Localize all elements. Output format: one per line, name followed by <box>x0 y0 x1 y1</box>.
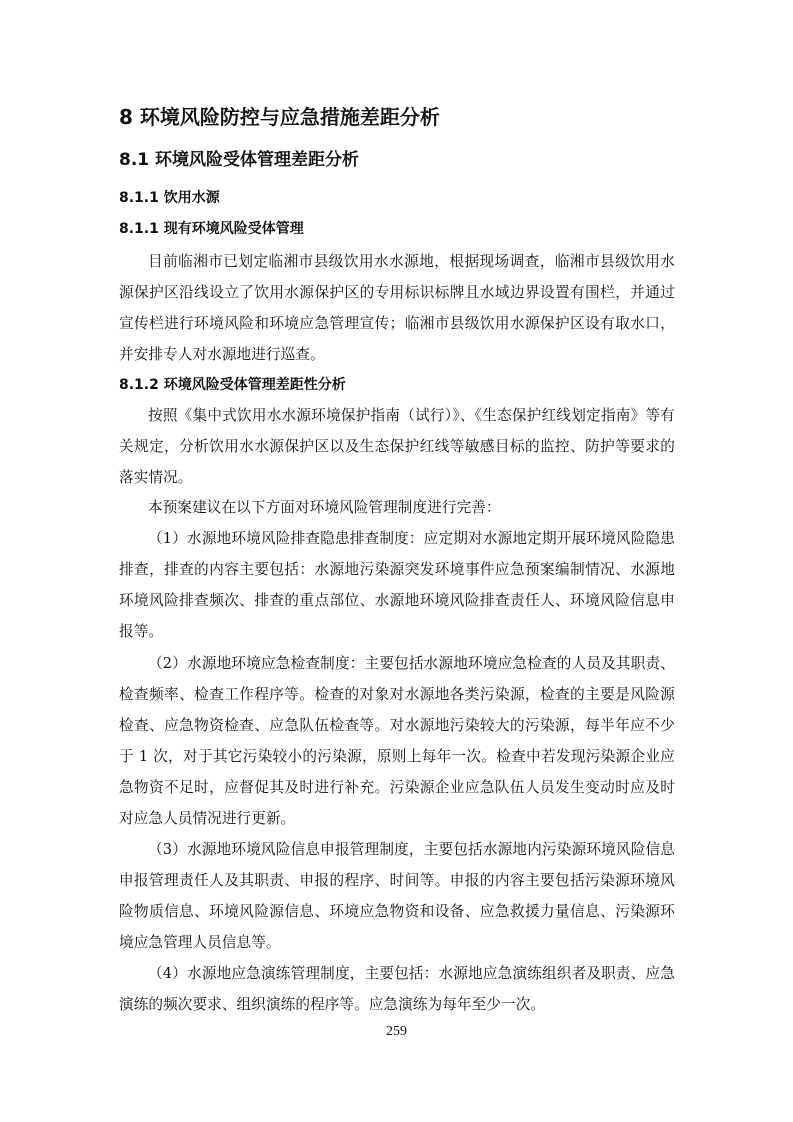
list-item-emergency-inspection: （2）水源地环境应急检查制度：主要包括水源地环境应急检查的人员及其职责、检查频率、检查工作程序等。检查的对象对水源地各类污染源，检查的主要是风险源检查、应急物资检查、应急队伍检查等。对水源地污染较大的污染源，每半年应不少于 1 次，对于其它污染较小的污染源，原则上每年一次。检查中若发现污染源企业应急物资不足时，应督促其及时进行补充。污染源企业应急队伍人员发生变动时应及时对应急人员情况进行更新。 <box>119 655 675 827</box>
section-title: 8.1 环境风险受体管理差距分析 <box>119 150 360 170</box>
subsubsection-title-current-management: 8.1.1 现有环境风险受体管理 <box>119 221 304 237</box>
subsection-title: 8.1.1 饮用水源 <box>119 190 220 206</box>
paragraph-current-management: 目前临湘市已划定临湘市县级饮用水水源地，根据现场调查，临湘市县级饮用水源保护区沿线设立了饮用水源保护区的专用标识标牌且水域边界设置有围栏，并通过宣传栏进行环境风险和环境应急管理宣传；临湘市县级饮用水源保护区设有取水口，并安排专人对水源地进行巡查。 <box>119 253 675 363</box>
list-item-risk-screening: （1）水源地环境风险排查隐患排查制度：应定期对水源地定期开展环境风险隐患排查，排查的内容主要包括：水源地污染源突发环境事件应急预案编制情况、水源地环境风险排查频次、排查的重点部位、水源地环境风险排查责任人、环境风险信息申报等。 <box>119 530 675 640</box>
paragraph-gap-analysis: 按照《集中式饮用水水源环境保护指南（试行）》、《生态保护红线划定指南》等有关规定，分析饮用水水源保护区以及生态保护红线等敏感目标的监控、防护等要求的落实情况。 <box>119 407 675 486</box>
paragraph-recommendation-intro: 本预案建议在以下方面对环境风险管理制度进行完善： <box>148 499 501 516</box>
chapter-title: 8 环境风险防控与应急措施差距分析 <box>119 105 440 129</box>
subsubsection-title-gap-analysis: 8.1.2 环境风险受体管理差距性分析 <box>119 377 346 393</box>
list-item-risk-reporting: （3）水源地环境风险信息申报管理制度，主要包括水源地内污染源环境风险信息申报管理责任人及其职责、申报的程序、时间等。申报的内容主要包括污染源环境风险物质信息、环境风险源信息、环境应急物资和设备、应急救援力量信息、污染源环境应急管理人员信息等。 <box>119 841 675 951</box>
page-number: 259 <box>386 1024 407 1039</box>
list-item-emergency-drill: （4）水源地应急演练管理制度，主要包括：水源地应急演练组织者及职责、应急演练的频次要求、组织演练的程序等。应急演练为每年至少一次。 <box>119 965 675 1013</box>
